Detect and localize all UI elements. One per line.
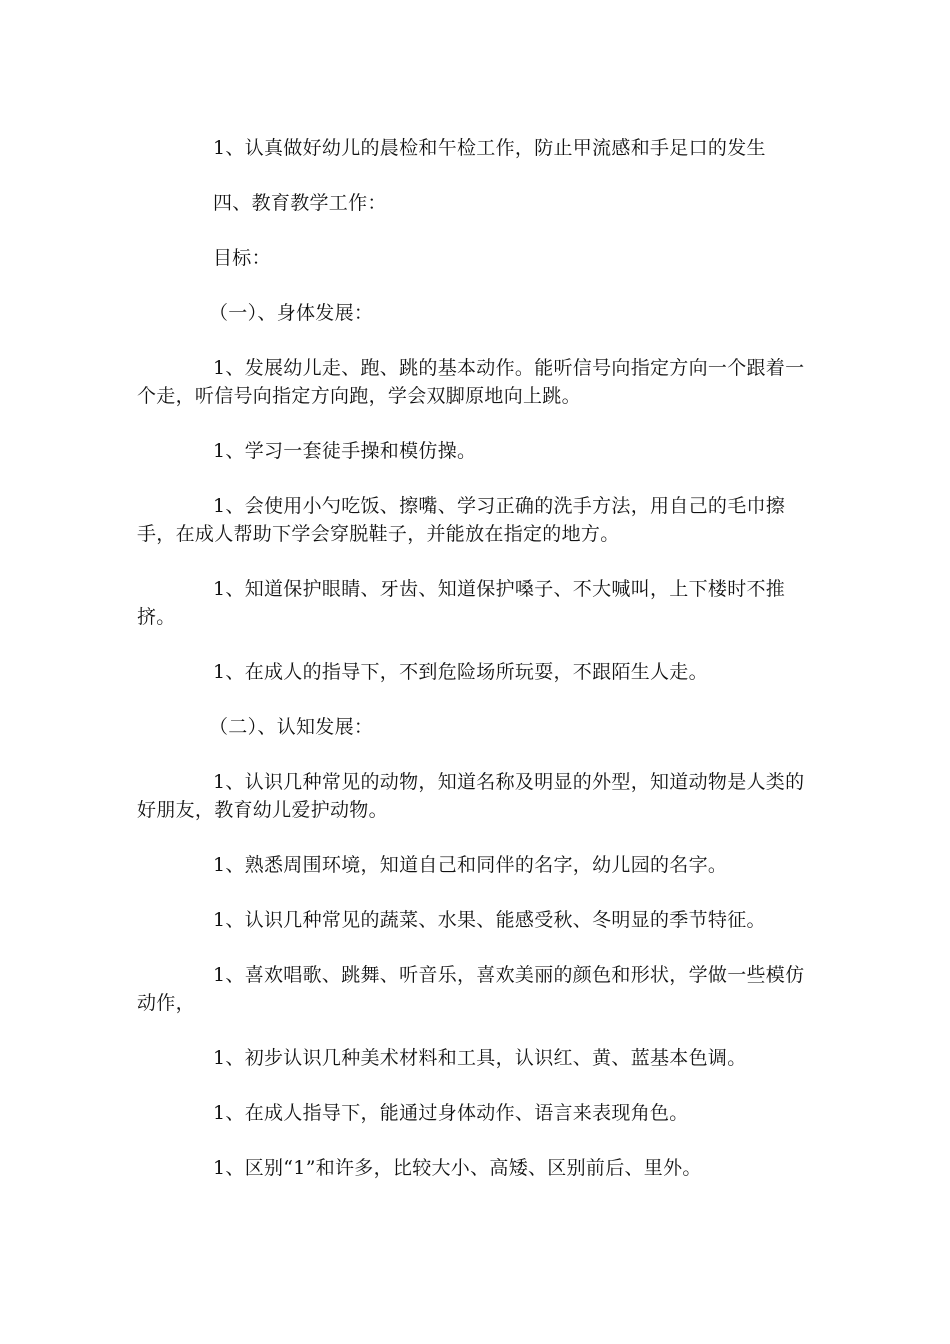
paragraph-physical-4: 1、知道保护眼睛、牙齿、知道保护嗓子、不大喊叫，上下楼时不推挤。 <box>137 578 786 628</box>
paragraph-physical-3: 1、会使用小勺吃饭、擦嘴、学习正确的洗手方法，用自己的毛巾擦手，在成人帮助下学会穿脱鞋子，并能放在指定的地方。 <box>137 495 786 545</box>
section-heading-education: 四、教育教学工作： <box>213 192 387 214</box>
document-body <box>137 134 813 1209</box>
subsection-heading-cognitive: （二）、认知发展： <box>209 716 374 738</box>
paragraph-cognitive-6: 1、在成人指导下，能通过身体动作、语言来表现角色。 <box>213 1102 689 1124</box>
paragraph-cognitive-2: 1、熟悉周围环境，知道自己和同伴的名字，幼儿园的名字。 <box>213 854 728 876</box>
paragraph-cognitive-4: 1、喜欢唱歌、跳舞、听音乐，喜欢美丽的颜色和形状，学做一些模仿动作， <box>137 964 805 1014</box>
paragraph-physical-1: 1、发展幼儿走、跑、跳的基本动作。能听信号向指定方向一个跟着一个走，听信号向指定方向跑，学会双脚原地向上跳。 <box>137 357 805 407</box>
paragraph-cognitive-5: 1、初步认识几种美术材料和工具，认识红、黄、蓝基本色调。 <box>213 1047 747 1069</box>
paragraph-cognitive-1: 1、认识几种常见的动物，知道名称及明显的外型，知道动物是人类的好朋友，教育幼儿爱护动物。 <box>137 771 805 821</box>
paragraph-health-check: 1、认真做好幼儿的晨检和午检工作，防止甲流感和手足口的发生 <box>213 137 766 159</box>
paragraph-cognitive-7: 1、区别“1”和许多，比较大小、高矮、区别前后、里外。 <box>213 1157 702 1179</box>
subsection-heading-physical: （一）、身体发展： <box>209 302 374 324</box>
paragraph-physical-2: 1、学习一套徒手操和模仿操。 <box>213 440 477 462</box>
paragraph-cognitive-3: 1、认识几种常见的蔬菜、水果、能感受秋、冬明显的季节特征。 <box>213 909 766 931</box>
paragraph-physical-5: 1、在成人的指导下，不到危险场所玩耍，不跟陌生人走。 <box>213 661 708 683</box>
goals-heading: 目标： <box>213 247 271 269</box>
